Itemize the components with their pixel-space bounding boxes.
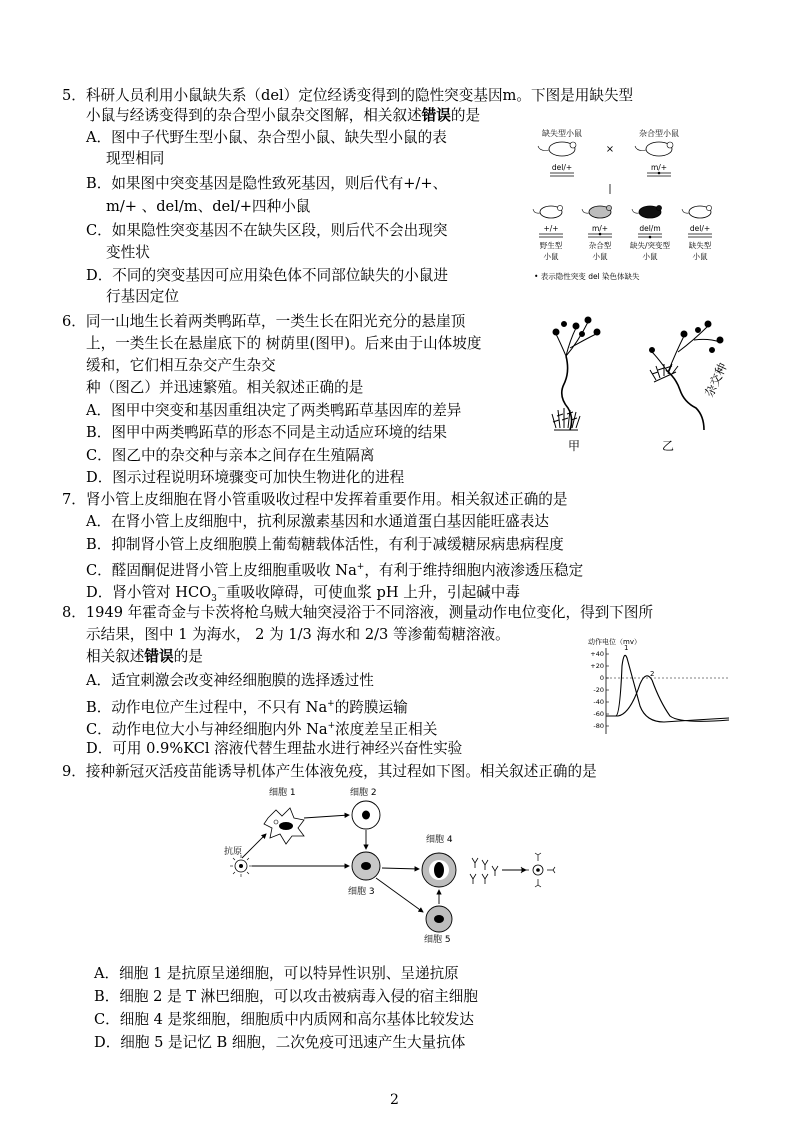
q6-hybrid-label: 杂交种 <box>702 360 730 400</box>
q7-stem: 7．肾小管上皮细胞在肾小管重吸收过程中发挥着重要作用。相关叙述正确的是 <box>62 491 568 508</box>
q8-action-potential-figure <box>584 636 734 736</box>
q8-option-b-text: B．动作电位产生过程中，不只有 Na <box>86 698 328 716</box>
q5-offspring-mouse-2 <box>582 205 612 218</box>
q5-offspring-name-4b: 小鼠 <box>692 252 708 261</box>
q5-offspring-name-2b: 小鼠 <box>592 252 608 261</box>
q5-stem-text: 小鼠与经诱变得到的杂合型小鼠杂交图解，相关叙述 <box>86 107 422 124</box>
q5-offspring-genotype-3: del/m <box>639 224 661 233</box>
q9-antigen-label: 抗原 <box>224 847 243 857</box>
q5-figure-legend: • 表示隐性突变 del 染色体缺失 <box>534 272 640 281</box>
q8-option-b <box>86 694 408 718</box>
q7-option-a: A．在肾小管上皮细胞中，抗利尿激素基因和水通道蛋白基因能旺盛表达 <box>86 513 549 530</box>
q9-option-b: B．细胞 2 是 T 淋巴细胞，可以攻击被病毒入侵的宿主细胞 <box>94 988 478 1005</box>
q6-label-jia: 甲 <box>568 439 581 453</box>
q5-option-c-line-1: C．如果隐性突变基因不在缺失区段，则后代不会出现突 <box>86 222 448 239</box>
q5-emphasis-wrong: 错误 <box>421 107 451 124</box>
q8-option-c-tail: 浓度差呈正相关 <box>335 720 438 738</box>
q5-offspring-mouse-3 <box>632 205 662 218</box>
q8-tick-5: -40 <box>593 698 604 706</box>
q5-offspring-name-2: 杂合型 <box>588 241 612 250</box>
q7-option-c-tail: ，有利于维持细胞内液渗透压稳定 <box>364 561 584 579</box>
q8-stem-text: 相关叙述 <box>86 648 145 665</box>
q8-tick-2: +20 <box>590 662 604 670</box>
q7-option-b: B．抑制肾小管上皮细胞膜上葡萄糖载体活性，有利于减缓糖尿病患病程度 <box>86 536 564 553</box>
q5-option-d-line-2: 行基因定位 <box>106 288 179 305</box>
q5-offspring-mouse-4 <box>682 205 712 218</box>
q8-tick-1: +40 <box>590 650 604 658</box>
q7-option-d-tail: 重吸收障碍，可使血浆 pH 上升，引起碱中毒 <box>225 583 520 601</box>
q8-stem-tail: 的是 <box>173 648 203 665</box>
q7-option-c <box>86 557 583 581</box>
q5-stem-tail: 的是 <box>450 107 481 124</box>
q5-parent2-label: 杂合型小鼠 <box>639 129 679 138</box>
q5-parent2-mouse <box>635 142 673 156</box>
q8-tick-3: 0 <box>599 674 604 682</box>
q8-option-b-tail: 的跨膜运输 <box>334 698 408 716</box>
q5-mouse-cross-figure <box>532 126 742 290</box>
q9-antigen-virus <box>230 855 252 877</box>
q7-option-d-text: D．肾小管对 HCO <box>86 583 212 601</box>
q6-cliff-plant-figure <box>548 312 748 458</box>
q5-offspring-genotype-2: m/+ <box>591 224 609 233</box>
q8-curve-1-label: 1 <box>624 644 629 652</box>
q5-stem-line-2 <box>86 106 480 126</box>
q9-cell1-label: 细胞 1 <box>269 788 296 798</box>
q6-label-yi: 乙 <box>662 439 675 453</box>
q6-option-b: B．图甲中两类鸭跖草的形态不同是主动适应环境的结果 <box>86 424 447 441</box>
q8-option-c <box>86 716 437 740</box>
q8-option-a: A．适宜刺激会改变神经细胞膜的选择透过性 <box>86 672 374 689</box>
q8-stem-line-2: 示结果，图中 1 为海水， 2 为 1/3 海水和 2/3 等渗葡萄糖溶液。 <box>86 626 510 643</box>
q7-option-d-sub: 3 <box>211 593 217 604</box>
q5-parent1-mouse <box>538 142 576 156</box>
q9-cell4-label: 细胞 4 <box>426 835 453 845</box>
q8-tick-4: -20 <box>593 686 604 694</box>
q5-option-a-line-1: A．图中子代野生型小鼠、杂合型小鼠、缺失型小鼠的表 <box>86 129 447 146</box>
q5-cross-symbol: × <box>605 144 615 155</box>
q6-stem-line-2: 上，一类生长在悬崖底下的 树荫里(图甲)。后来由于山体坡度 <box>86 335 482 352</box>
q5-offspring-genotype-4: del/+ <box>689 224 711 233</box>
q6-stem-line-1: 6．同一山地生长着两类鸭跖草，一类生长在阳光充分的悬崖顶 <box>62 313 466 330</box>
q6-option-d: D．图示过程说明环境骤变可加快生物进化的进程 <box>86 469 405 486</box>
q9-cell3-label: 细胞 3 <box>348 887 375 897</box>
q8-ylabel: 动作电位（mv） <box>588 638 641 646</box>
q8-option-d: D．可用 0.9%KCl 溶液代替生理盐水进行神经兴奋性实验 <box>86 740 463 757</box>
q7-option-c-sup: + <box>356 562 365 572</box>
q9-cell5-label: 细胞 5 <box>424 935 451 945</box>
q9-cell1 <box>264 808 304 844</box>
q6-option-c: C．图乙中的杂交种与亲本之间存在生殖隔离 <box>86 447 375 464</box>
q9-immunity-figure <box>220 782 570 950</box>
q5-stem-line-1: 5．科研人员利用小鼠缺失系（del）定位经诱变得到的隐性突变基因m。下图是用缺失型 <box>62 87 634 104</box>
q9-antibodies <box>470 858 498 884</box>
q9-neutralized-antigen <box>521 853 555 887</box>
q5-offspring-name-3: 缺失/突变型 <box>629 241 671 250</box>
q5-offspring-name-4: 缺失型 <box>688 241 712 250</box>
q9-cell2 <box>352 801 380 829</box>
q5-parent1-genotype: del/+ <box>551 163 573 172</box>
q9-stem: 9．接种新冠灭活疫苗能诱导机体产生体液免疫，其过程如下图。相关叙述正确的是 <box>62 763 597 780</box>
q8-stem-line-1: 8．1949 年霍奇金与卡茨将枪乌贼大轴突浸浴于不同溶液，测量动作电位变化，得到下图所 <box>62 604 654 621</box>
q6-option-a: A．图甲中突变和基因重组决定了两类鸭跖草基因库的差异 <box>86 402 462 419</box>
page-number: 2 <box>390 1092 399 1108</box>
q8-option-c-sup: + <box>327 721 336 731</box>
q8-tick-7: -80 <box>593 722 604 730</box>
q9-cell2-label: 细胞 2 <box>350 788 377 798</box>
q8-tick-6: -60 <box>593 710 604 718</box>
q5-offspring-name-1b: 小鼠 <box>543 252 559 261</box>
q6-stem-line-4: 种（图乙）并迅速繁殖。相关叙述正确的是 <box>86 379 364 396</box>
q5-option-c-line-2: 变性状 <box>106 244 150 261</box>
q8-stem-line-3 <box>86 647 203 667</box>
q8-curve-2-label: 2 <box>650 670 655 678</box>
q5-option-b-line-2: m/+ 、del/m、del/+四种小鼠 <box>106 198 311 215</box>
q5-option-a-line-2: 现型相同 <box>106 150 165 167</box>
q5-offspring-name-1: 野生型 <box>539 241 563 250</box>
q9-option-a: A．细胞 1 是抗原呈递细胞，可以特异性识别、呈递抗原 <box>94 965 459 982</box>
q9-option-c: C．细胞 4 是浆细胞，细胞质中内质网和高尔基体比较发达 <box>94 1011 474 1028</box>
q6-stem-line-3: 缓和，它们相互杂交产生杂交 <box>86 357 276 374</box>
q8-emphasis-wrong: 错误 <box>144 648 174 665</box>
q5-offspring-mouse-1 <box>533 205 563 218</box>
q9-option-d: D．细胞 5 是记忆 B 细胞，二次免疫可迅速产生大量抗体 <box>94 1034 466 1051</box>
q5-parent1-label: 缺失型小鼠 <box>542 129 582 138</box>
q7-option-d-sup: － <box>216 584 226 594</box>
q8-option-c-text: C．动作电位大小与神经细胞内外 Na <box>86 720 328 738</box>
q9-cell5 <box>426 906 452 932</box>
q9-cell4 <box>422 853 456 887</box>
q9-cell3 <box>352 852 380 880</box>
q8-option-b-sup: + <box>327 699 335 709</box>
q5-parent2-genotype: m/+ <box>650 163 668 172</box>
q5-option-d-line-1: D．不同的突变基因可应用染色体不同部位缺失的小鼠进 <box>86 267 448 284</box>
q5-offspring-genotype-1: +/+ <box>543 224 559 233</box>
q7-option-c-text: C．醛固酮促进肾小管上皮细胞重吸收 Na <box>86 561 357 579</box>
q5-option-b-line-1: B．如果图中突变基因是隐性致死基因，则后代有+/+、 <box>86 175 448 192</box>
q5-offspring-name-3b: 小鼠 <box>642 252 658 261</box>
